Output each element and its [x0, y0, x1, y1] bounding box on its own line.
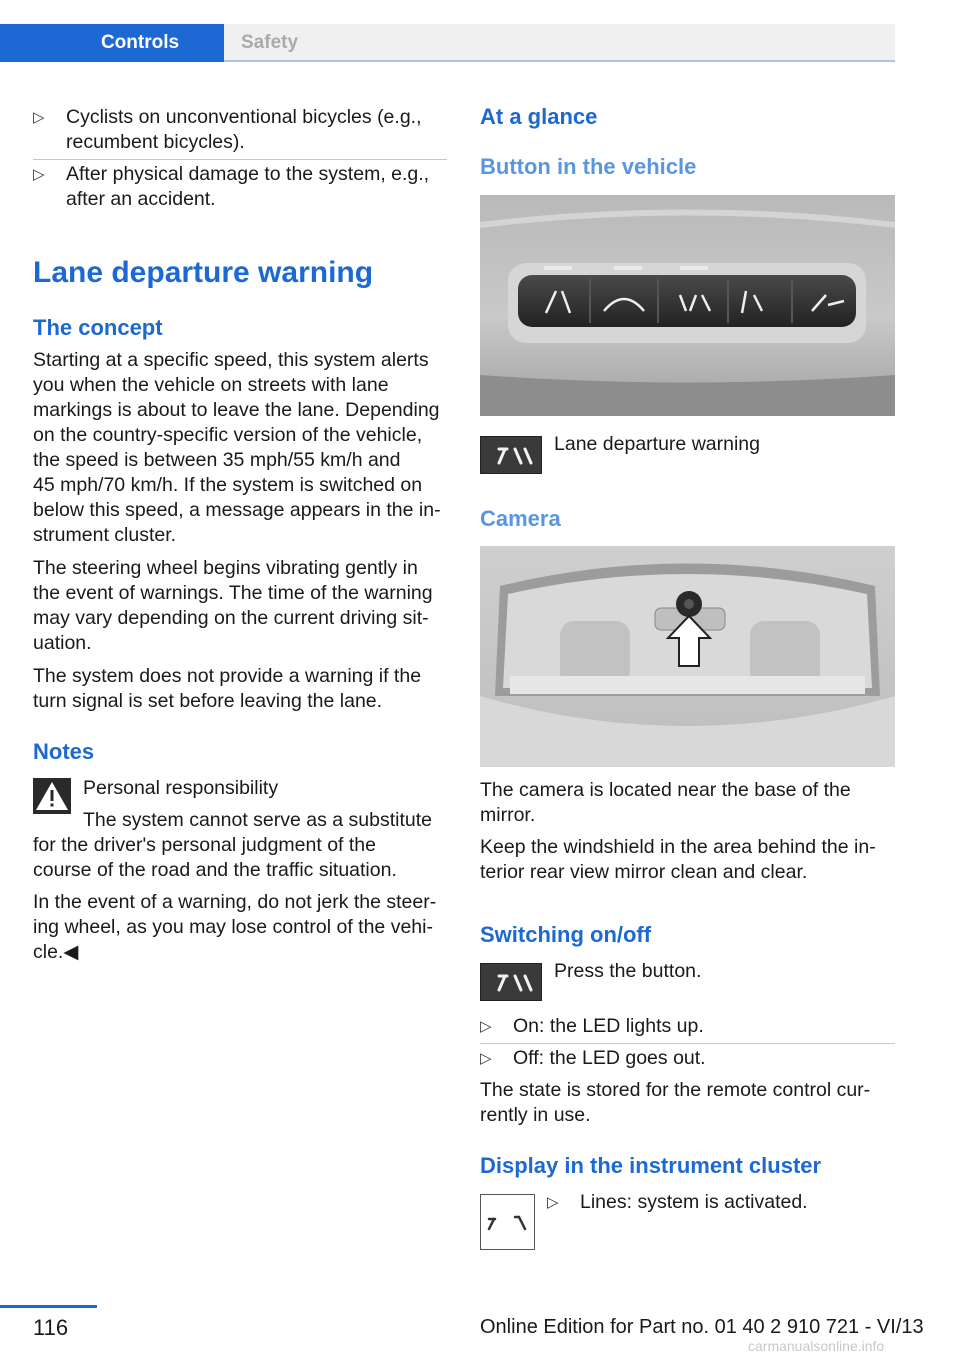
text-line: The system does not provide a warning if the	[33, 665, 422, 687]
warning-paragraph	[33, 833, 453, 883]
notes-heading: Notes	[33, 739, 95, 764]
list-item	[33, 162, 447, 214]
text-line: ing wheel, as you may lose control of the vehi‐	[33, 916, 433, 938]
text-line: cle.◀	[33, 941, 79, 963]
concept-heading: The concept	[33, 315, 163, 340]
triangle-bullet-icon: ▷	[33, 166, 45, 183]
turn-signal-paragraph	[33, 664, 453, 714]
text-line: strument cluster.	[33, 524, 177, 546]
list-item-text: Lines: system is activated.	[580, 1191, 808, 1213]
list-item-line: After physical damage to the system, e.g.,	[66, 163, 430, 185]
button-panel-photo	[480, 195, 895, 416]
triangle-bullet-icon: ▷	[480, 1050, 492, 1067]
cluster-lines-icon	[480, 1194, 535, 1250]
windshield-paragraph	[480, 835, 900, 885]
text-line: may vary depending on the current driving sit‐	[33, 607, 429, 629]
lane-button-icon	[480, 436, 542, 474]
text-line: turn signal is set before leaving the lane.	[33, 690, 383, 712]
text-line: on the country-specific version of the vehicle,	[33, 424, 423, 446]
warning-title: Personal responsibility	[83, 777, 279, 799]
section-title: Lane departure warning	[33, 256, 374, 289]
display-heading: Display in the instrument cluster	[480, 1153, 822, 1178]
steering-paragraph	[33, 556, 453, 656]
text-line: uation.	[33, 632, 92, 654]
text-line: you when the vehicle on streets with lane	[33, 374, 389, 396]
footer-accent-line	[0, 1305, 97, 1308]
list-item	[480, 1046, 895, 1072]
text-line: 45 mph/70 km/h. If the system is switched on	[33, 474, 423, 496]
triangle-bullet-icon: ▷	[480, 1018, 492, 1035]
at-a-glance-heading: At a glance	[480, 104, 598, 129]
text-line: for the driver's personal judgment of the	[33, 834, 376, 856]
list-item	[547, 1190, 895, 1216]
edition-text: Online Edition for Part no. 01 40 2 910 721 - VI/13	[480, 1316, 924, 1338]
list-item-line: after an accident.	[66, 188, 216, 210]
list-item-line: recumbent bicycles).	[66, 131, 245, 153]
tab-controls[interactable]: Controls	[0, 24, 224, 62]
button-caption: Lane departure warning	[554, 433, 760, 455]
warning-triangle-icon	[33, 778, 71, 814]
top-tab-bar	[0, 0, 960, 62]
text-line: In the event of a warning, do not jerk the steer‐	[33, 891, 437, 913]
text-line: course of the road and the traffic situation.	[33, 859, 397, 881]
camera-paragraph	[480, 778, 900, 828]
text-line: The state is stored for the remote control cur‐	[480, 1079, 871, 1101]
text-line: rently in use.	[480, 1104, 591, 1126]
text-line: the speed is between 35 mph/55 km/h and	[33, 449, 401, 471]
text-line: Keep the windshield in the area behind the in‐	[480, 836, 876, 858]
jerk-paragraph	[33, 890, 453, 965]
text-line: mirror.	[480, 804, 536, 826]
list-item-text: Off: the LED goes out.	[513, 1047, 706, 1069]
divider	[33, 159, 447, 160]
button-in-vehicle-heading: Button in the vehicle	[480, 154, 697, 179]
concept-paragraph	[33, 348, 453, 548]
watermark: carmanualsonline.info	[748, 1338, 885, 1354]
text-line: Starting at a specific speed, this system alerts	[33, 349, 429, 371]
list-item	[33, 105, 447, 157]
press-button-text: Press the button.	[554, 960, 702, 982]
text-line: the event of warnings. The time of the warning	[33, 582, 433, 604]
tab-underline	[224, 60, 895, 62]
list-item-text: On: the LED lights up.	[513, 1015, 704, 1037]
state-paragraph	[480, 1078, 900, 1128]
triangle-bullet-icon: ▷	[33, 109, 45, 126]
page-number: 116	[33, 1315, 69, 1340]
lane-button-icon	[480, 963, 542, 1001]
text-line: below this speed, a message appears in the in‐	[33, 499, 441, 521]
tab-safety[interactable]: Safety	[224, 24, 895, 62]
text-line: terior rear view mirror clean and clear.	[480, 861, 808, 883]
camera-photo	[480, 546, 895, 767]
switching-heading: Switching on/off	[480, 922, 652, 947]
list-item-line: Cyclists on unconventional bicycles (e.g.,	[66, 106, 422, 128]
list-item	[480, 1014, 895, 1040]
text-line: markings is about to leave the lane. Depending	[33, 399, 440, 421]
text-line: The steering wheel begins vibrating gently in	[33, 557, 418, 579]
warning-first-line: The system cannot serve as a substitute	[83, 809, 433, 831]
divider	[480, 1043, 895, 1044]
camera-heading: Camera	[480, 506, 561, 531]
triangle-bullet-icon: ▷	[547, 1194, 559, 1211]
text-line: The camera is located near the base of the	[480, 779, 851, 801]
